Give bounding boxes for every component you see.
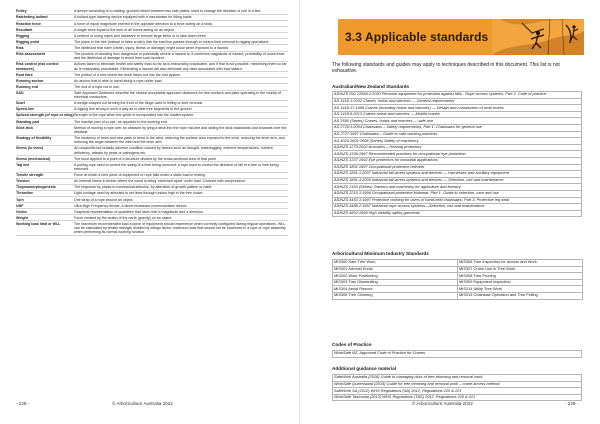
glossary-term: Speed-line bbox=[16, 107, 35, 112]
guidance-row: WorkSafe Tasmania (2012) WHS Regulations (TAS) 2012, Regulations 220 & 221 bbox=[332, 395, 582, 402]
glossary-definition: The likelihood that harm (death, injury, illness or damage) might occur when exposed to a hazard. bbox=[74, 45, 229, 50]
glossary-term: Running end bbox=[16, 84, 38, 89]
glossary-term: Thigmomorphogenesis bbox=[16, 185, 56, 190]
standard-row: AS/NZS 1337:1992 Eye protectors for industrial applications bbox=[332, 158, 582, 165]
glossary-definition: The end of a rope not in use. bbox=[74, 84, 120, 89]
glossary-definition: The portion of a tree where the trunk flares out into the root system. bbox=[74, 72, 182, 77]
glossary-definition: Actions taken to eliminate health and safety risks so far as is reasonably practicable, and if that is not possible, minimising them so far as is reasonably practicable. Eliminating a hazard will also eliminate any risks associated with that hazard. bbox=[74, 62, 287, 71]
guidance-row: SafeWork Australia (2016) Guide to managing risks of tree trimming and removal work bbox=[332, 374, 582, 382]
glossary-term: UHF bbox=[16, 203, 24, 208]
glossary-row bbox=[16, 221, 288, 236]
glossary-definition: An anchor that is able to travel along a rope under load. bbox=[74, 78, 163, 83]
glossary-definition: The place in the tree (natural or false crotch) that the load line passes through to control limb removal in rigging operations. bbox=[74, 39, 270, 44]
glossary-term: Working load limit or WLL bbox=[16, 221, 61, 226]
industry-standard-cell: MIS303 Tree Dismantling bbox=[333, 280, 458, 287]
glossary-term: Risk bbox=[16, 45, 24, 50]
glossary-definition: The response by plants to mechanical stimulus, by alteration of growth pattern or habit. bbox=[74, 185, 213, 190]
glossary-definition: A force of equal magnitude exerted in the opposite direction to a force acting on a body. bbox=[74, 21, 213, 26]
glossary-term: Ratcheting bollard bbox=[16, 15, 48, 20]
glossary-term: Running anchor bbox=[16, 78, 44, 83]
standard-row: AS/NZS 2153 (Series) Tractors and machinery for agriculture and forestry bbox=[332, 184, 582, 191]
glossary-row bbox=[16, 52, 288, 62]
glossary-term: Scarf bbox=[16, 101, 25, 106]
code-row: WorkSafe NZ, Approved Code of Practice for Cranes bbox=[332, 350, 582, 358]
industry-standard-cell: MIS304 Aerial Rescue bbox=[333, 286, 458, 293]
guidance-heading: Additional guidance material bbox=[332, 366, 397, 371]
aqf-heading: Arboricultural Minimum Industry Standards bbox=[332, 251, 429, 256]
glossary-definition: Method of moving a rope over an obstacle by tying a stick into the rope mid-line and sliding the stick backwards and forwards over the obstacle. bbox=[74, 125, 287, 134]
glossary-term: Resultant bbox=[16, 27, 33, 32]
glossary-term: Rigging point bbox=[16, 39, 40, 44]
right-page-number: - 229 - bbox=[565, 401, 579, 406]
glossary-definition: The inactive part of a rope, as opposed to the working end. bbox=[74, 119, 168, 124]
standard-row: AS/NZS 1270:2002 Acoustics – Hearing protectors bbox=[332, 145, 582, 152]
right-page bbox=[300, 0, 600, 424]
glossary-term: Spliced strength (of rope or sling) bbox=[16, 113, 74, 118]
intro-text: The following standards and guides may apply to techniques described in this document. This list is not exhaustive. bbox=[332, 62, 560, 75]
glossary-term: SAD bbox=[16, 90, 24, 95]
au-nz-heading: Australian/New Zealand Standards bbox=[332, 84, 410, 89]
codes-list bbox=[332, 350, 582, 358]
glossary-term: Reaction force bbox=[16, 21, 41, 26]
standard-row: AS/NZS 4488.2:1997 Industrial rope access systems—Selection, use and maintenance bbox=[332, 204, 582, 211]
glossary-term: Risk control (risk control measures) bbox=[16, 62, 59, 71]
glossary-definition: Force at which a new piece of equipment or rope fails under a static load in testing. bbox=[74, 173, 206, 178]
industry-standard-cell: MIS309 Equipment inspection bbox=[458, 280, 583, 287]
glossary-term: Tension bbox=[16, 179, 30, 184]
industry-standard-cell: MIS302 Work Positioning bbox=[333, 273, 458, 280]
right-copyright: © Arboriculture Australia 2022 bbox=[412, 401, 473, 406]
glossary-definition: One wrap of a rope around an object. bbox=[74, 197, 134, 202]
glossary-row bbox=[16, 125, 288, 135]
guidance-row: WorkSafe Queensland (2015) Guide for tree trimming and removal work – crane access method bbox=[332, 382, 582, 389]
industry-standard-cell: MIS305 Tree Climbing bbox=[333, 293, 458, 300]
standard-row: AS 2727:1997 Chainsaws – Guide to safe working practices bbox=[332, 132, 582, 139]
glossary-definition: The force applied to a point of a structure divided by the cross-sectional area of that point. bbox=[74, 156, 217, 161]
glossary-definition: A wedge-shaped cut forming the front of the hinge used in felling or limb removal. bbox=[74, 101, 204, 106]
glossary-definition: The maximum recommended load a piece of equipment should experience when correctly configured during regular operations. WLL can be calculated by tensile strength divided by design factor; maximum load that should not be exceeded in a rope or rope assembly when performing its normal working function. bbox=[74, 221, 286, 235]
left-page-number: - 228 - bbox=[16, 401, 30, 406]
section-title: 3.3 Applicable standards bbox=[345, 30, 489, 44]
glossary-term: Tensile strength bbox=[16, 173, 44, 178]
standard-row: AS/NZS 2210.1:1994 Occupational protective footwear, Part 1: Guide to selection, care and use bbox=[332, 191, 582, 198]
standard-row: AS/NZS 4453.3:1997 Protective clothing for users of hand-held chainsaws, Part 3: Protective leg wear bbox=[332, 198, 582, 205]
industry-standard-cell: MIS308 Tree Pruning bbox=[458, 273, 583, 280]
standard-row: AS/NZS 1891.4:2009 Industrial fall-arrest systems and devices — Selection, use and maintenance bbox=[332, 178, 582, 185]
climber-silhouette-icon bbox=[492, 19, 584, 55]
glossary-term: Turn bbox=[16, 197, 24, 202]
glossary-term: Pulley bbox=[16, 9, 27, 14]
glossary-definition: The tendency of trees and tree parts to bend in the wind, reducing the surface area exposed to the wind, reducing the lever arm, and reducing the angle between the wind and the lever arm. bbox=[74, 135, 285, 145]
glossary-table bbox=[16, 9, 288, 236]
glossary-definition: A pulling rope used to control the swing of a limb being removed; a rope used to control the direction of fall of a tree or limb being removed. bbox=[74, 162, 279, 172]
industry-standard-cell: MIS300 Safe Tree Work bbox=[333, 260, 458, 267]
glossary-term: Standing part bbox=[16, 119, 40, 124]
glossary-term: Tag line bbox=[16, 162, 30, 167]
standard-row: AS 1418.5:2013 Cranes hoists and winches — Mobile cranes bbox=[332, 112, 582, 119]
glossary-row bbox=[16, 91, 288, 101]
standard-row: AS/NZS 4602:1999 High visibility safety garments bbox=[332, 211, 582, 218]
glossary-row bbox=[16, 136, 288, 146]
glossary-term: Weight bbox=[16, 215, 28, 220]
glossary-definition: A bollard-type lowering device equipped with a mechanism for lifting loads. bbox=[74, 15, 193, 20]
glossary-definition: Ultra-High Frequency device; a direct broadcast communication device. bbox=[74, 203, 188, 208]
glossary-term: Stick trick bbox=[16, 125, 34, 130]
industry-standard-cell: MIS314 Utility Tree Work bbox=[458, 286, 583, 293]
glossary-definition: A rigging line strung in such a way as to slide tree segments to the ground. bbox=[74, 107, 193, 112]
glossary-term: Root flare bbox=[16, 72, 33, 77]
glossary-term: Rigging bbox=[16, 33, 30, 38]
glossary-definition: The process of deciding how dangerous or potentially severe a hazard is; it combines magnitude of hazard, probability of occurrence and the likelihood of damage to result from such incident. bbox=[74, 51, 285, 61]
glossary-term: Throwline bbox=[16, 191, 33, 196]
glossary-row bbox=[16, 162, 288, 172]
section-banner bbox=[338, 19, 584, 55]
standard-row: AS 2550 (Series) Cranes, hoists and winches — safe use bbox=[332, 118, 582, 125]
glossary-term: Vector bbox=[16, 209, 27, 214]
glossary-definition: Light cordage used by arborists to set lines through unions high in the tree crown. bbox=[74, 191, 204, 196]
glossary-definition: Graphical representation of quantities that have both a magnitude and a direction. bbox=[74, 209, 204, 214]
glossary-term: Stress (in trees) bbox=[16, 146, 44, 151]
standard-row: AS 4024.2601:2008 (Series) Safety of machinery bbox=[332, 138, 582, 145]
standard-row: AS 2726.1:2004 Chainsaws – Safety requirements, Part 1: Chainsaws for general use bbox=[332, 125, 582, 132]
industry-standards-grid bbox=[332, 259, 583, 300]
standard-row: AS 1418.17:1996 Cranes (including hoists and winches) — Design and construction of work boxes bbox=[332, 105, 582, 112]
standard-row: AS/NZS 1891.1:2007 Industrial fall-arrest systems and devices — Harnesses and ancillary equipment bbox=[332, 171, 582, 178]
standard-row: AS/NZS ISO 22846.2:2020 Personal equipment for protection against falls - Rope access systems, Part 2: Code of practice bbox=[332, 91, 582, 99]
industry-standard-cell: MIS315 Chainsaw Operation and Tree Felling bbox=[458, 293, 583, 300]
glossary-definition: Force created by the action of the earth (gravity) on an object. bbox=[74, 215, 173, 220]
standard-row: AS 1418.1:2002 Cranes, hoists and winches — General requirements bbox=[332, 99, 582, 106]
industry-standard-cell: MIS307 Crane Use in Tree Work bbox=[458, 267, 583, 274]
glossary-term: Stress (mechanical) bbox=[16, 156, 50, 161]
glossary-definition: An internal stress in timber where the wood is being 'stretched apart' under load. Contrast with compression. bbox=[74, 179, 246, 184]
glossary-definition: An unspecific but broadly adverse condition caused by factors such as drought, waterlogging, extreme temperatures, nutrient deficiency, attacks by pests or pathogens etc. bbox=[74, 146, 273, 155]
industry-standard-cell: MIS306 Tree Inspection for Access and Work bbox=[458, 260, 583, 267]
glossary-term: Risk assessment bbox=[16, 51, 46, 56]
glossary-definition: Strength of the rope when the splice is incorporated into the loaded system. bbox=[74, 113, 195, 118]
glossary-definition: Safe Approach Distances describe the closest acceptable approach distances for tree workers and plant operating in the vicinity of electrical conductors. bbox=[74, 90, 281, 100]
glossary-row bbox=[16, 146, 288, 156]
glossary-definition: A method of using ropes and hardware to remove large limbs or to take down trees. bbox=[74, 33, 207, 38]
standard-row: AS/NZS 1336:1997 Recommended practices for occupational eye protection bbox=[332, 151, 582, 158]
standard-row: AS/NZS 1801:1997 Occupational protective helmets bbox=[332, 165, 582, 172]
glossary-definition: A single force equal to the sum of all forces acting on an object. bbox=[74, 27, 175, 32]
guidance-row: SafeWork SA (2012) WHS Regulations (SA) 2012, Regulations 220 & 221 bbox=[332, 388, 582, 395]
codes-heading: Codes of Practice bbox=[332, 342, 372, 347]
guidance-list bbox=[332, 374, 582, 401]
glossary-row bbox=[16, 62, 288, 72]
industry-standard-cell: MIS301 Arborist Knots bbox=[333, 267, 458, 274]
left-copyright: © Arboriculture Australia 2022 bbox=[112, 401, 173, 406]
au-nz-standards-list bbox=[332, 91, 582, 217]
glossary-term: Strategy of flexibility bbox=[16, 135, 52, 140]
glossary-definition: A device consisting of a rotating, grooved wheel between two side plates, used to change the direction of pull in a line. bbox=[74, 9, 262, 14]
